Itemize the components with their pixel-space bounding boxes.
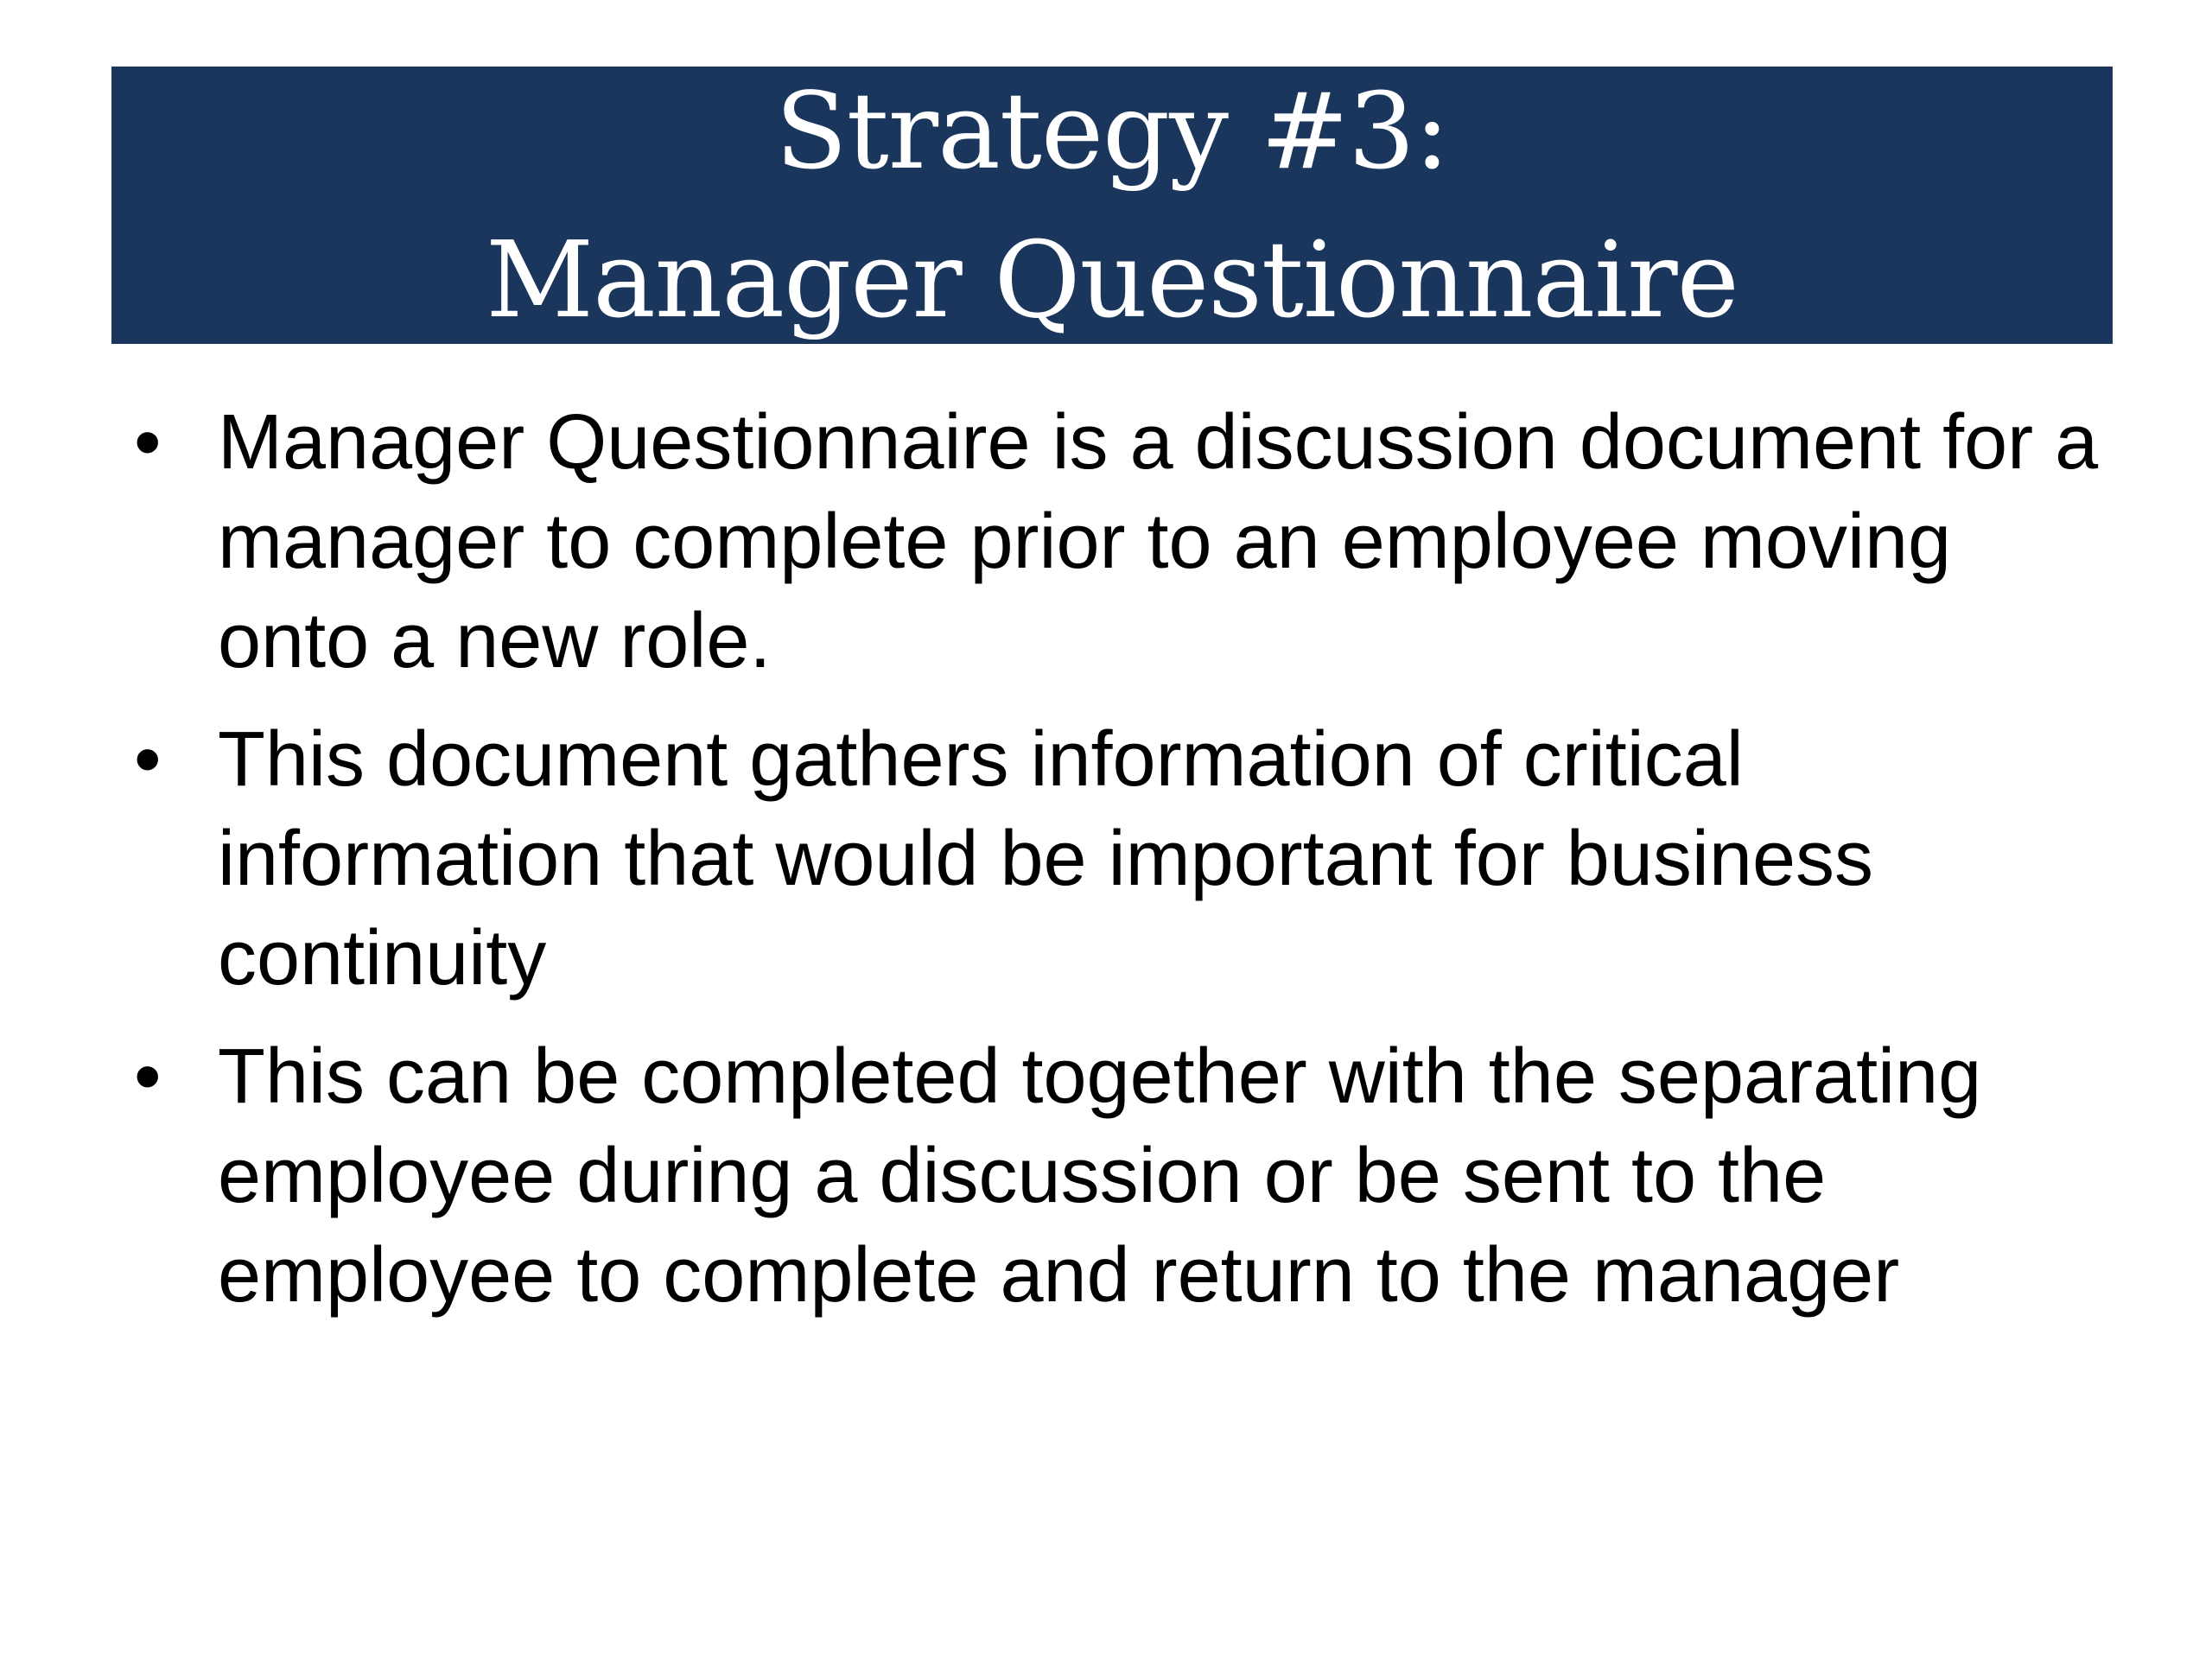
bullet-item <box>130 1027 2117 1325</box>
title-bar <box>111 67 2113 344</box>
bullet-icon: • <box>134 716 162 803</box>
title-line-1: Strategy #3: <box>775 69 1449 193</box>
bullet-text: This can be completed together with the separating employee during a discussion or be sent to the employee to complete and return to the manager <box>218 1033 1982 1319</box>
bullet-text: This document gathers information of critical information that would be important for business continuity <box>218 716 1874 1001</box>
bullet-icon: • <box>134 1033 162 1120</box>
bullet-text: Manager Questionnaire is a discussion document for a manager to complete prior to an employee moving onto a new role. <box>218 399 2099 684</box>
title-line-2: Manager Questionnaire <box>486 218 1738 341</box>
bullet-item <box>130 393 2117 691</box>
bullet-icon: • <box>134 399 162 486</box>
bullet-item <box>130 710 2117 1008</box>
bullet-list <box>130 393 2117 1344</box>
